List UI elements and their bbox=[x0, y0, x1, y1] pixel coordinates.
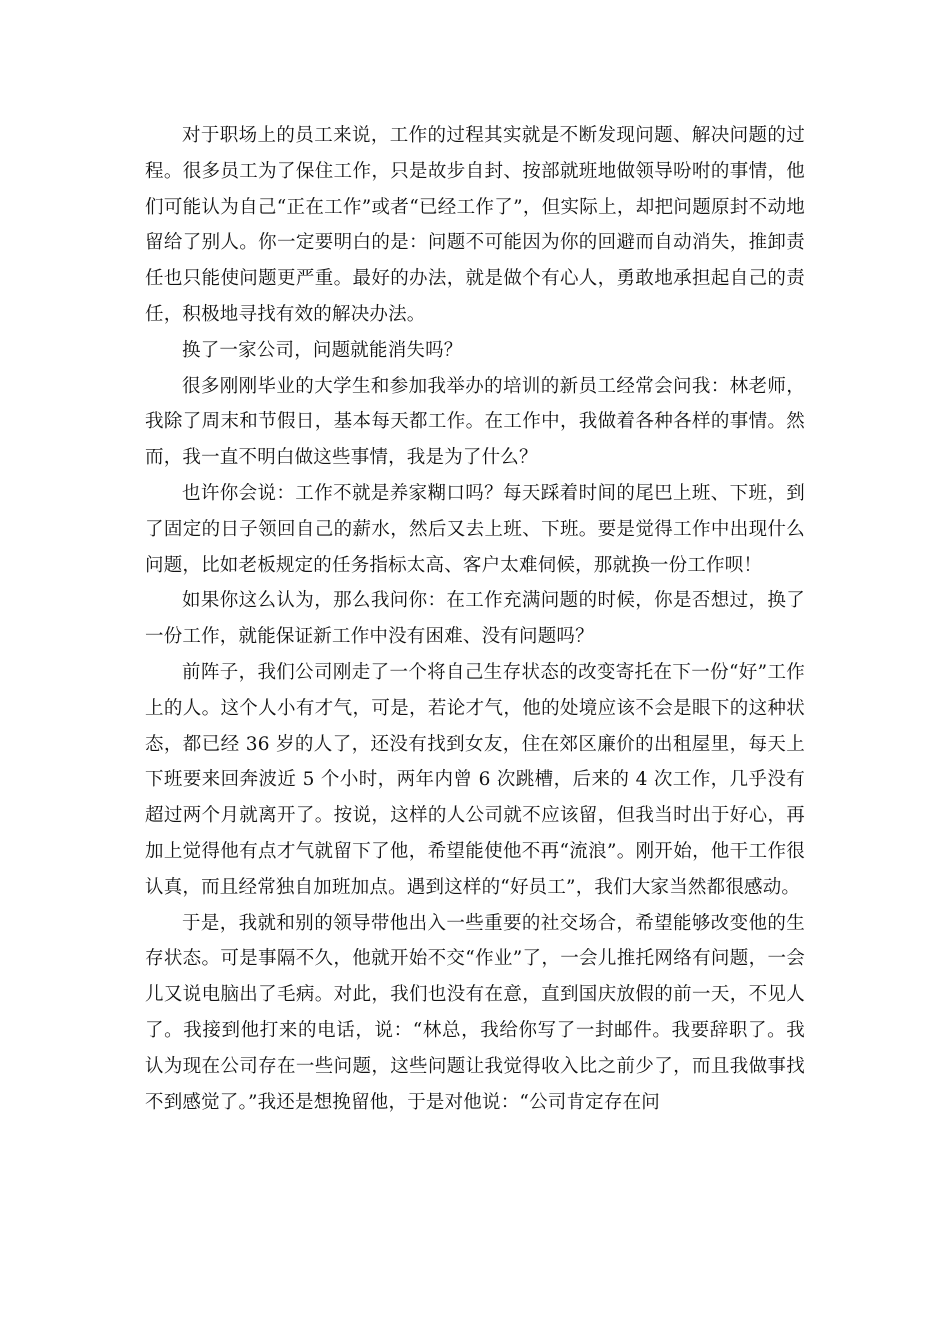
paragraph: 如果你这么认为，那么我问你：在工作充满问题的时候，你是否想过，换了一份工作，就能保证新工作中没有困难、没有问题吗？ bbox=[145, 590, 805, 648]
paragraph: 也许你会说：工作不就是养家糊口吗？每天踩着时间的尾巴上班、下班，到了固定的日子领回自己的薪水，然后又去上班、下班。要是觉得工作中出现什么问题，比如老板规定的任务指标太高、客户太难伺候，那就换一份工作呗！ bbox=[145, 482, 805, 576]
paragraph: 很多刚刚毕业的大学生和参加我举办的培训的新员工经常会问我：林老师，我除了周末和节假日，基本每天都工作。在工作中，我做着各种各样的事情。然而，我一直不明白做这些事情，我是为了什么？ bbox=[145, 375, 805, 469]
paragraph: 对于职场上的员工来说，工作的过程其实就是不断发现问题、解决问题的过程。很多员工为了保住工作，只是故步自封、按部就班地做领导吩咐的事情，他们可能认为自己“正在工作”或者“已经工作了”，但实际上，却把问题原封不动地留给了别人。你一定要明白的是：问题不可能因为你的回避而自动消失，推卸责任也只能使问题更严重。最好的办法，就是做个有心人，勇敢地承担起自己的责任，积极地寻找有效的解决办法。 bbox=[145, 125, 805, 325]
document-body bbox=[145, 118, 805, 1120]
paragraph: 前阵子，我们公司刚走了一个将自己生存状态的改变寄托在下一份“好”工作上的人。这个人小有才气，可是，若论才气，他的处境应该不会是眼下的这种状态，都已经 36 岁的人了，还没有找到女友，住在郊区廉价的出租屋里，每天上下班要来回奔波近 5 个小时，两年内曾 6 次跳槽，后来的 4 次工作，几乎没有超过两个月就离开了。按说，这样的人公司就不应该留，但我当时出于好心，再加上觉得他有点才气就留下了他，希望能使他不再“流浪”。刚开始，他干工作很认真，而且经常独自加班加点。遇到这样的“好员工”，我们大家当然都很感动。 bbox=[145, 661, 805, 898]
paragraph: 于是，我就和别的领导带他出入一些重要的社交场合，希望能够改变他的生存状态。可是事隔不久，他就开始不交“作业”了，一会儿推托网络有问题，一会儿又说电脑出了毛病。对此，我们也没有在意，直到国庆放假的前一天，不见人了。我接到他打来的电话，说：“林总，我给你写了一封邮件。我要辞职了。我认为现在公司存在一些问题，这些问题让我觉得收入比之前少了，而且我做事找不到感觉了。”我还是想挽留他，于是对他说：“公司肯定存在问 bbox=[145, 912, 805, 1113]
paragraph: 换了一家公司，问题就能消失吗？ bbox=[182, 339, 463, 361]
